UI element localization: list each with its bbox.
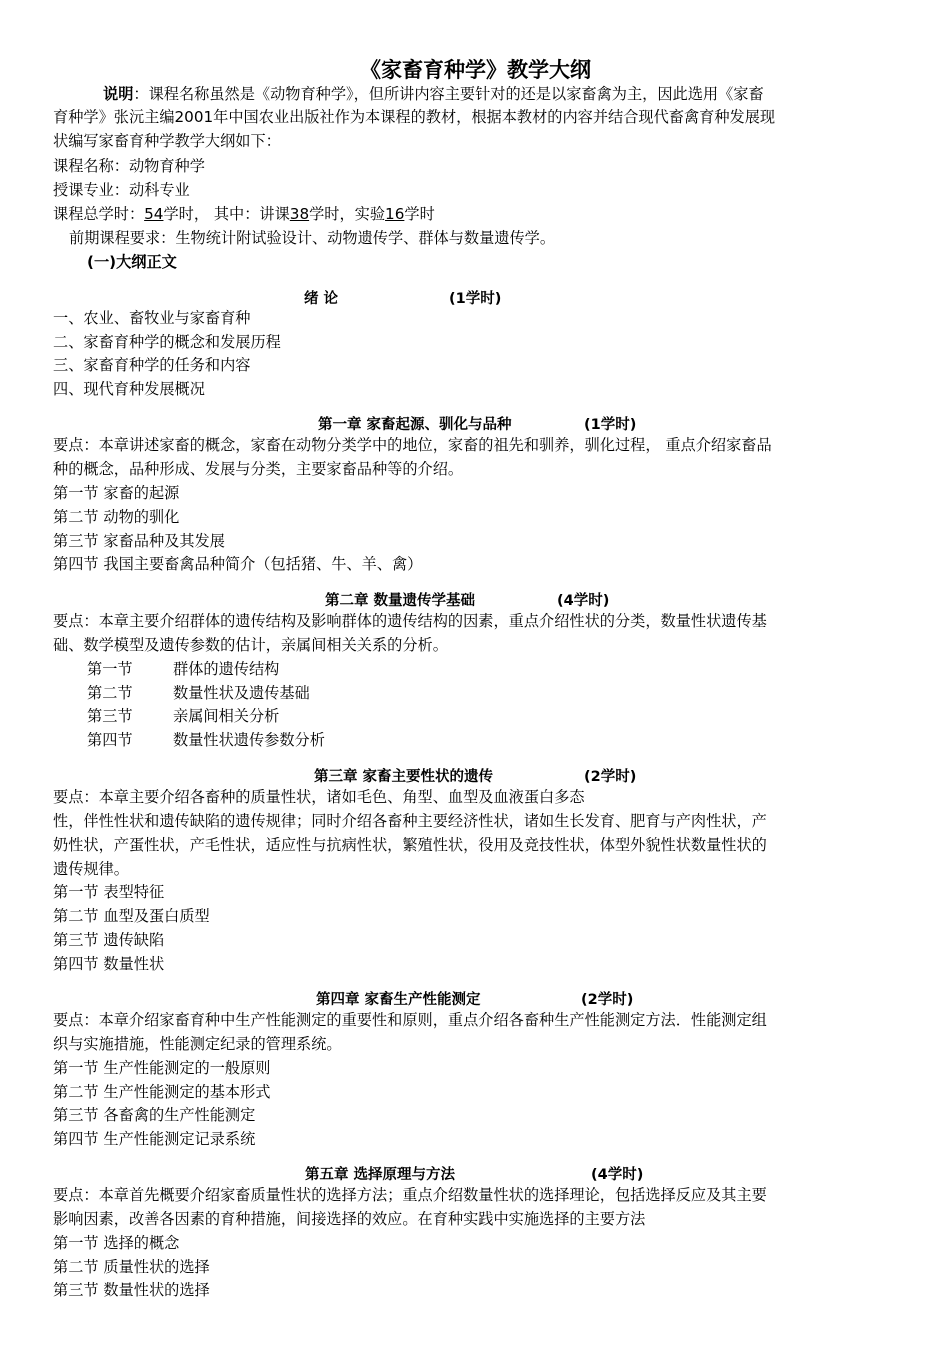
chapter-2-section-name: 数量性状遗传参数分析 bbox=[173, 731, 325, 749]
chapter-2-section-num: 第四节 bbox=[87, 731, 133, 749]
chapter-4-point: 要点：本章介绍家畜育种中生产性能测定的重要性和原则，重点介绍各畜种生产性能测定方法．性能测定组 bbox=[53, 1011, 767, 1029]
chapter-1-point: 要点：本章讲述家畜的概念，家畜在动物分类学中的地位，家畜的祖先和驯养，驯化过程， 重点介绍家畜品 bbox=[53, 436, 772, 454]
chapter-2-section-num: 第一节 bbox=[87, 660, 133, 678]
chapter-4-section: 第二节 生产性能测定的基本形式 bbox=[53, 1083, 271, 1101]
chapter-1-section: 第四节 我国主要畜禽品种简介（包括猪、牛、羊、禽） bbox=[53, 555, 423, 573]
chapter-3-title: 第三章 家畜主要性状的遗传 bbox=[314, 769, 494, 785]
hours-prefix: 课程总学时： bbox=[53, 205, 145, 223]
chapter-5-point: 影响因素，改善各因素的育种措施，间接选择的效应。在育种实践中实施选择的主要方法 bbox=[53, 1210, 646, 1228]
intro-chapter-item: 三、家畜育种学的任务和内容 bbox=[53, 356, 251, 374]
hours-total: 54 bbox=[144, 205, 164, 223]
hours-lab: 16 bbox=[385, 205, 405, 223]
intro-line-3: 状编写家畜育种学教学大纲如下： bbox=[53, 132, 281, 150]
outline-heading: (一)大纲正文 bbox=[87, 253, 177, 271]
chapter-4-section: 第四节 生产性能测定记录系统 bbox=[53, 1130, 256, 1148]
intro-chapter-item: 一、农业、畜牧业与家畜育种 bbox=[53, 309, 251, 327]
chapter-3-point: 遗传规律。 bbox=[53, 860, 129, 878]
chapter-1-section: 第三节 家畜品种及其发展 bbox=[53, 532, 225, 550]
intro-line-1 bbox=[103, 85, 764, 104]
chapter-4-title: 第四章 家畜生产性能测定 bbox=[316, 992, 481, 1008]
chapter-2-section-name: 群体的遗传结构 bbox=[173, 660, 280, 678]
chapter-4-hours: (2学时) bbox=[581, 992, 634, 1008]
chapter-1-hours: (1学时) bbox=[584, 417, 637, 433]
document-title: 《家畜育种学》教学大纲 bbox=[360, 58, 591, 82]
chapter-3-section: 第三节 遗传缺陷 bbox=[53, 931, 165, 949]
intro-chapter-item: 二、家畜育种学的概念和发展历程 bbox=[53, 333, 281, 351]
chapter-2-section-num: 第二节 bbox=[87, 684, 133, 702]
chapter-2-point: 要点：本章主要介绍群体的遗传结构及影响群体的遗传结构的因素，重点介绍性状的分类，数量性状遗传基 bbox=[53, 612, 767, 630]
chapter-3-section: 第四节 数量性状 bbox=[53, 955, 165, 973]
hours-mid-1: 学时， 其中：讲课 bbox=[163, 205, 290, 223]
chapter-2-hours: (4学时) bbox=[557, 593, 610, 609]
chapter-2-title: 第二章 数量遗传学基础 bbox=[325, 593, 476, 609]
chapter-3-point: 奶性状，产蛋性状，产毛性状，适应性与抗病性状，繁殖性状，役用及竞技性状，体型外貌性状数量性状的 bbox=[53, 836, 767, 854]
intro-line-2: 育种学》张沅主编2001年中国农业出版社作为本课程的教材，根据本教材的内容并结合现代畜禽育种发展现 bbox=[53, 108, 776, 126]
chapter-2-section-num: 第三节 bbox=[87, 707, 133, 725]
prerequisites: 前期课程要求：生物统计附试验设计、动物遗传学、群体与数量遗传学。 bbox=[69, 229, 555, 247]
chapter-2-section-name: 亲属间相关分析 bbox=[173, 707, 280, 725]
chapter-4-point: 织与实施措施，性能测定纪录的管理系统。 bbox=[53, 1035, 342, 1053]
chapter-5-section: 第三节 数量性状的选择 bbox=[53, 1281, 210, 1299]
course-major: 授课专业：动科专业 bbox=[53, 181, 190, 199]
course-name: 课程名称：动物育种学 bbox=[53, 157, 205, 175]
chapter-5-section: 第二节 质量性状的选择 bbox=[53, 1258, 210, 1276]
chapter-2-section-name: 数量性状及遗传基础 bbox=[173, 684, 310, 702]
hours-lecture: 38 bbox=[289, 205, 310, 223]
chapter-5-title: 第五章 选择原理与方法 bbox=[305, 1167, 456, 1183]
hours-suffix: 学时 bbox=[404, 205, 435, 223]
chapter-3-point: 要点：本章主要介绍各畜种的质量性状，诸如毛色、角型、血型及血液蛋白多态 bbox=[53, 788, 585, 806]
chapter-4-section: 第一节 生产性能测定的一般原则 bbox=[53, 1059, 271, 1077]
chapter-4-section: 第三节 各畜禽的生产性能测定 bbox=[53, 1106, 256, 1124]
chapter-3-section: 第二节 血型及蛋白质型 bbox=[53, 907, 210, 925]
chapter-2-point: 础、数学模型及遗传参数的估计，亲属间相关关系的分析。 bbox=[53, 636, 448, 654]
chapter-3-hours: (2学时) bbox=[584, 769, 637, 785]
intro-label: 说明 bbox=[103, 85, 134, 103]
chapter-5-section: 第一节 选择的概念 bbox=[53, 1234, 180, 1252]
intro-chapter-item: 四、现代育种发展概况 bbox=[53, 380, 205, 398]
chapter-3-section: 第一节 表型特征 bbox=[53, 883, 165, 901]
intro-chapter-hours: (1学时) bbox=[449, 291, 502, 307]
intro-chapter-title: 绪 论 bbox=[304, 291, 339, 307]
chapter-5-point: 要点：本章首先概要介绍家畜质量性状的选择方法；重点介绍数量性状的选择理论，包括选择反应及其主要 bbox=[53, 1186, 767, 1204]
chapter-5-hours: (4学时) bbox=[591, 1167, 644, 1183]
intro-text-1: ：课程名称虽然是《动物育种学》，但所讲内容主要针对的还是以家畜禽为主，因此选用《家畜 bbox=[133, 85, 764, 103]
chapter-1-point: 种的概念，品种形成、发展与分类，主要家畜品种等的介绍。 bbox=[53, 460, 464, 478]
hours-mid-2: 学时，实验 bbox=[309, 205, 386, 223]
chapter-1-section: 第二节 动物的驯化 bbox=[53, 508, 180, 526]
chapter-1-section: 第一节 家畜的起源 bbox=[53, 484, 180, 502]
chapter-3-point: 性，伴性性状和遗传缺陷的遗传规律；同时介绍各畜种主要经济性状，诸如生长发育、肥育与产肉性状，产 bbox=[53, 812, 767, 830]
chapter-1-title: 第一章 家畜起源、驯化与品种 bbox=[318, 417, 512, 433]
course-hours bbox=[53, 205, 435, 224]
